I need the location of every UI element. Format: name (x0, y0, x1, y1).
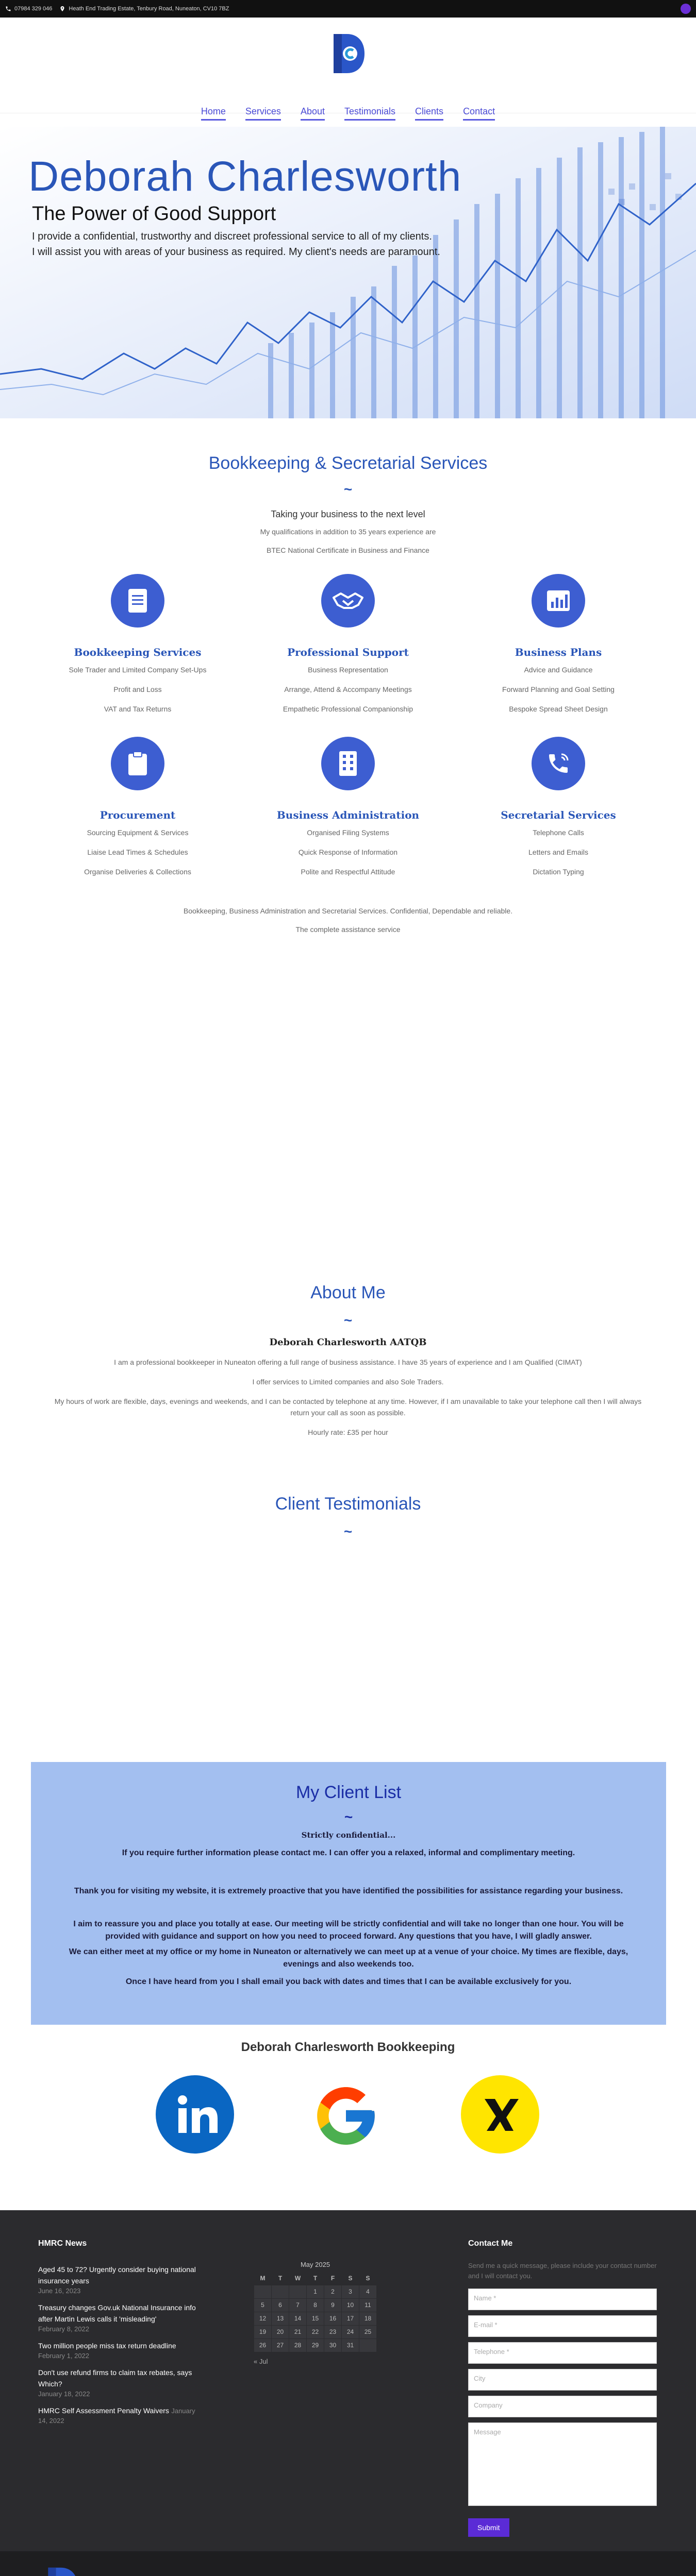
calendar-day: 13 (272, 2312, 289, 2325)
calendar-week (254, 2312, 377, 2325)
calendar-day: 14 (289, 2312, 307, 2325)
calendar-day: 15 (307, 2312, 324, 2325)
service-line: VAT and Tax Returns (104, 705, 172, 713)
city-field[interactable]: City (468, 2369, 657, 2391)
service-line: Letters and Emails (528, 848, 588, 856)
calendar-day: 6 (272, 2298, 289, 2312)
social-section (0, 2040, 696, 2184)
service-title: Bookkeeping Services (74, 646, 202, 658)
news-date: February 8, 2022 (38, 2325, 90, 2333)
calendar-day (289, 2285, 307, 2298)
linkedin-icon[interactable] (156, 2075, 234, 2154)
calendar-day: 5 (254, 2298, 272, 2312)
client-paragraph-1: If you require further information please contact me. I can offer you a relaxed, informal and complimentary meeting. (122, 1849, 575, 1857)
service-line: Profit and Loss (113, 685, 162, 693)
service-line: Quick Response of Information (298, 848, 398, 856)
news-link[interactable]: Two million people miss tax return deadline (38, 2342, 176, 2350)
confidential-note: Strictly confidential... (301, 1831, 396, 1840)
site-header (0, 18, 696, 116)
calendar-day: 28 (289, 2338, 307, 2352)
document-icon (111, 574, 164, 628)
calendar-day (254, 2285, 272, 2298)
service-line: Forward Planning and Goal Setting (502, 685, 615, 693)
calendar-week (254, 2298, 377, 2312)
service-title: Professional Support (287, 646, 409, 658)
service-line: Advice and Guidance (524, 666, 593, 674)
news-item (38, 2302, 203, 2334)
service-line: Dictation Typing (533, 868, 584, 876)
service-line: Polite and Respectful Attitude (301, 868, 395, 876)
contact-form (468, 2239, 659, 2537)
client-paragraph-3: I aim to reassure you and place you totally at ease. Our meeting will be strictly confidential and will take no longer than one hour. You will be provided with guidance and support on how you need to proceed forward. Any questions that you have, I will gladly answer. (73, 1920, 624, 1941)
calendar-day: 17 (342, 2312, 359, 2325)
client-paragraph-4: We can either meet at my office or my home in Nuneaton or alternatively we can meet up at a venue of your choice. My times are flexible, days, evenings and also weekends too. (69, 1947, 628, 1969)
news-link[interactable]: Don't use refund firms to claim tax rebates, says Which? (38, 2368, 192, 2388)
testimonials-section (0, 1494, 696, 1540)
hero-banner (0, 127, 696, 418)
nav-contact[interactable]: Contact (463, 106, 495, 121)
service-line: Empathetic Professional Companionship (283, 705, 413, 713)
building-icon (321, 737, 375, 790)
bar-chart-icon (532, 574, 585, 628)
news-link[interactable]: Treasury changes Gov.uk National Insurance info after Martin Lewis calls it 'misleading' (38, 2303, 196, 2323)
service-procurement (35, 737, 241, 887)
calendar-day: 19 (254, 2325, 272, 2338)
calendar-day: 12 (254, 2312, 272, 2325)
telephone-field[interactable]: Telephone * (468, 2342, 657, 2364)
phone-call-icon (532, 737, 585, 790)
service-line: Liaise Lead Times & Schedules (87, 848, 188, 856)
testimonials-tilde: ~ (343, 1523, 353, 1539)
services-summary-tagline: The complete assistance service (295, 925, 401, 934)
calendar-day-header: T (313, 2274, 318, 2282)
address-text: Heath End Trading Estate, Tenbury Road, Nuneaton, CV10 7BZ (69, 6, 229, 12)
news-date: June 16, 2023 (38, 2287, 81, 2295)
calendar-day-header: W (294, 2274, 301, 2282)
client-list-tilde: ~ (344, 1809, 353, 1825)
calendar-day: 30 (324, 2338, 342, 2352)
testimonials-title: Client Testimonials (275, 1494, 421, 1514)
calendar-widget (254, 2261, 377, 2365)
submit-button[interactable]: Submit (468, 2518, 509, 2537)
calendar-day: 24 (342, 2325, 359, 2338)
clipboard-icon (111, 737, 164, 790)
calendar-day: 23 (324, 2325, 342, 2338)
contact-title: Contact Me (468, 2239, 513, 2248)
calendar-day: 2 (324, 2285, 342, 2298)
nav-services[interactable]: Services (245, 106, 281, 121)
news-item (38, 2340, 203, 2361)
service-line: Sourcing Equipment & Services (87, 828, 189, 837)
services-summary: Bookkeeping, Business Administration and Secretarial Services. Confidential, Dependable and reliable. (183, 907, 513, 915)
qualification-btec: BTEC National Certificate in Business and Finance (267, 546, 429, 554)
service-line: Organise Deliveries & Collections (84, 868, 191, 876)
service-professional-support (245, 574, 451, 724)
calendar-day (359, 2338, 377, 2352)
nav-clients[interactable]: Clients (415, 106, 443, 121)
service-title: Procurement (100, 809, 176, 821)
about-name: Deborah Charlesworth AATQB (269, 1337, 427, 1348)
address-info (59, 6, 229, 12)
calendar-day: 31 (342, 2338, 359, 2352)
hero-title: Deborah Charlesworth (28, 153, 462, 200)
news-link[interactable]: HMRC Self Assessment Penalty Waivers (38, 2406, 169, 2415)
calendar-day: 18 (359, 2312, 377, 2325)
news-link[interactable]: Aged 45 to 72? Urgently consider buying national insurance years (38, 2265, 196, 2285)
calendar-day-header: M (260, 2274, 266, 2282)
client-paragraph-2: Thank you for visiting my website, it is extremely proactive that you have identified the possibilities for assistance regarding your business. (74, 1887, 623, 1895)
news-item (38, 2405, 203, 2426)
google-icon[interactable] (311, 2081, 380, 2150)
calendar-day: 16 (324, 2312, 342, 2325)
service-title: Business Plans (515, 646, 602, 658)
calendar-day: 11 (359, 2298, 377, 2312)
service-title: Business Administration (276, 809, 420, 821)
company-field[interactable]: Company (468, 2396, 657, 2417)
calendar-day-header: T (278, 2274, 283, 2282)
nav-testimonials[interactable]: Testimonials (344, 106, 395, 121)
client-list-section (31, 1762, 666, 2025)
about-section (0, 1283, 696, 1436)
about-paragraph-1: I am a professional bookkeeper in Nuneaton offering a full range of business assistance. I have 35 years of experience and I am Qualified (CIMAT) (114, 1358, 582, 1366)
services-section (0, 418, 696, 1191)
calendar-day-header: F (330, 2274, 335, 2282)
about-paragraph-3: My hours of work are flexible, days, evenings and weekends, and I can be contacted by telephone at any time. However, if I am unavailable to take your telephone call then I will always (54, 1397, 642, 1405)
hero-line-1: I provide a confidential, trustworthy and discreet professional service to all of my clients. (32, 231, 432, 242)
news-title: HMRC News (38, 2239, 87, 2248)
nav-home[interactable]: Home (201, 106, 226, 121)
phone-number: 07984 329 046 (14, 6, 53, 12)
calendar-day: 1 (307, 2285, 324, 2298)
hero-line-2: I will assist you with areas of your business as required. My client's needs are paramount. (32, 246, 440, 258)
calendar-table (254, 2272, 377, 2352)
calendar-day: 7 (289, 2298, 307, 2312)
service-line: Bespoke Spread Sheet Design (509, 705, 608, 713)
calendar-day: 4 (359, 2285, 377, 2298)
calendar-day: 8 (307, 2298, 324, 2312)
phone-icon (5, 6, 11, 12)
calendar-day: 22 (307, 2325, 324, 2338)
message-field[interactable]: Message (468, 2422, 657, 2506)
phone-info[interactable] (5, 6, 52, 12)
calendar-day: 3 (342, 2285, 359, 2298)
calendar-day-header: S (366, 2274, 370, 2282)
news-item (38, 2264, 203, 2296)
about-tilde: ~ (343, 1312, 353, 1328)
calendar-day: 25 (359, 2325, 377, 2338)
dc-logo[interactable] (330, 32, 367, 75)
qualification-intro: My qualifications in addition to 35 years experience are (260, 528, 436, 536)
calendar-day: 10 (342, 2298, 359, 2312)
news-date: January 14, 2022 (38, 2407, 195, 2425)
service-line: Arrange, Attend & Accompany Meetings (284, 685, 412, 693)
accessibility-icon[interactable] (681, 4, 691, 14)
calendar-day: 21 (289, 2325, 307, 2338)
about-paragraph-2: I offer services to Limited companies and also Sole Traders. (252, 1378, 444, 1386)
services-title: Bookkeeping & Secretarial Services (208, 453, 488, 473)
email-field[interactable]: E-mail * (468, 2315, 657, 2337)
hero-subtitle: The Power of Good Support (32, 203, 276, 225)
service-line: Telephone Calls (533, 828, 584, 837)
service-line: Sole Trader and Limited Company Set-Ups (69, 666, 207, 674)
calendar-day: 26 (254, 2338, 272, 2352)
client-list-title: My Client List (295, 1783, 402, 1802)
service-line: Business Representation (308, 666, 388, 674)
calendar-week (254, 2325, 377, 2338)
main-nav (0, 106, 696, 121)
news-date: January 18, 2022 (38, 2390, 90, 2398)
hourly-rate: Hourly rate: £35 per hour (308, 1428, 388, 1436)
contact-description: Send me a quick message, please include your contact number and I will contact you. (468, 2262, 657, 2280)
about-paragraph-3b: return your call as soon as possible. (290, 1409, 406, 1417)
service-line: Organised Filing Systems (307, 828, 389, 837)
hmrc-news-widget (38, 2239, 203, 2426)
calendar-week (254, 2338, 377, 2352)
calendar-day-header: S (348, 2274, 353, 2282)
footer-bottom-bar (0, 2551, 696, 2576)
calendar-month: May 2025 (300, 2261, 330, 2268)
news-date: February 1, 2022 (38, 2352, 90, 2360)
calendar-prev-link[interactable]: « Jul (254, 2357, 268, 2365)
services-tagline: Taking your business to the next level (271, 509, 425, 519)
calendar-week (254, 2285, 377, 2298)
footer-dc-logo[interactable] (44, 2566, 80, 2576)
about-title: About Me (310, 1283, 386, 1302)
service-business-plans (455, 574, 661, 724)
client-paragraph-5: Once I have heard from you I shall email you back with dates and times that I can be available exclusively for you. (125, 1977, 572, 1986)
calendar-day: 27 (272, 2338, 289, 2352)
yell-icon[interactable] (461, 2075, 539, 2154)
site-footer (0, 2210, 696, 2576)
service-title: Secretarial Services (501, 809, 616, 821)
top-bar (0, 0, 696, 18)
calendar-day: 9 (324, 2298, 342, 2312)
calendar-day: 20 (272, 2325, 289, 2338)
name-field[interactable]: Name * (468, 2289, 657, 2310)
service-business-administration (245, 737, 451, 887)
news-item (38, 2367, 203, 2399)
calendar-day: 29 (307, 2338, 324, 2352)
service-secretarial (455, 737, 661, 887)
handshake-icon (321, 574, 375, 628)
calendar-day (272, 2285, 289, 2298)
location-pin-icon (59, 6, 65, 12)
nav-about[interactable]: About (301, 106, 325, 121)
social-title: Deborah Charlesworth Bookkeeping (241, 2040, 455, 2054)
service-bookkeeping (35, 574, 241, 724)
services-tilde: ~ (343, 481, 353, 497)
